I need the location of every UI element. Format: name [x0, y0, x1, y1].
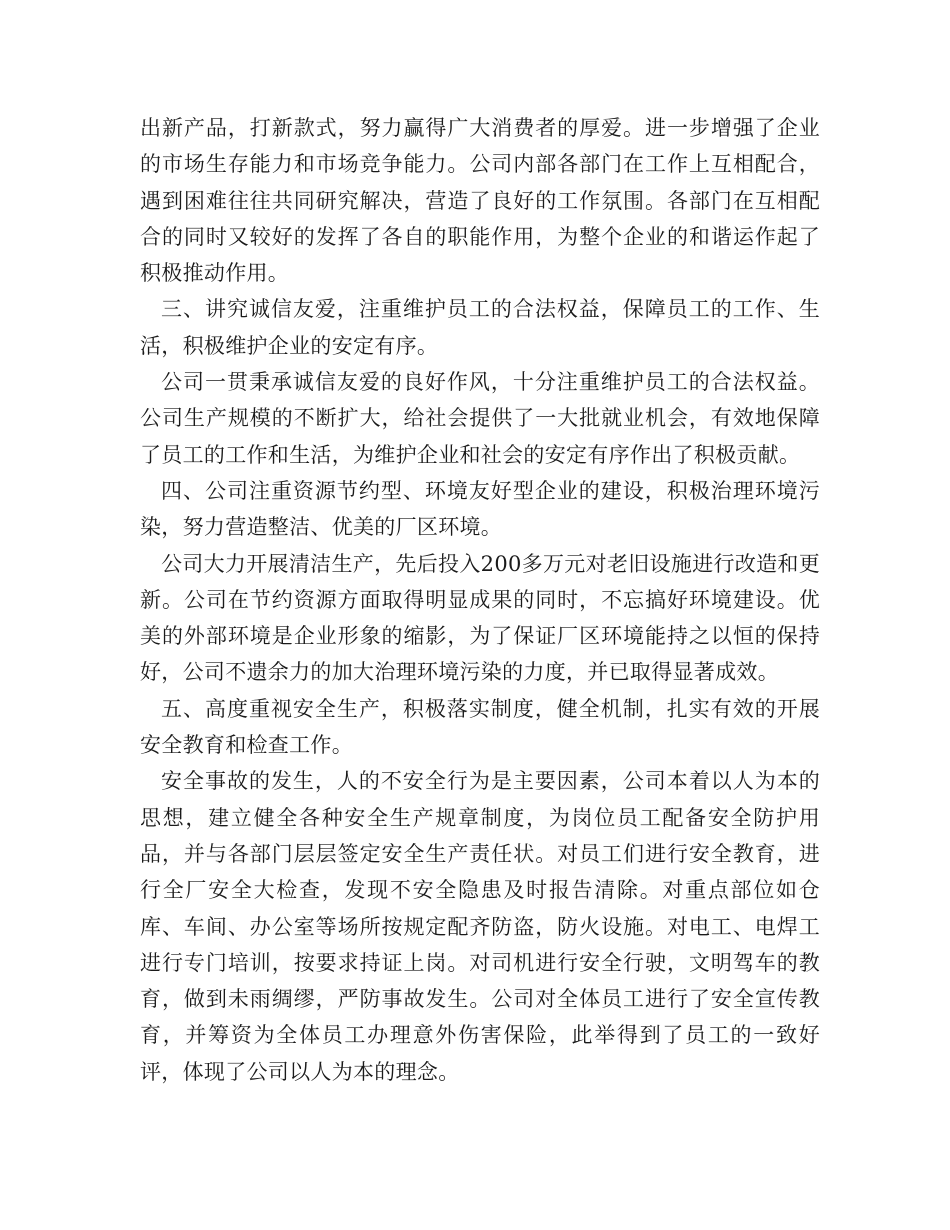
paragraph-integrity: 公司一贯秉承诚信友爱的良好作风，十分注重维护员工的合法权益。公司生产规模的不断扩大，给社会提供了一大批就业机会，有效地保障了员工的工作和生活，为维护企业和社会的安定有序作出了积极贡献。 — [140, 370, 820, 467]
section-heading-four: 四、公司注重资源节约型、环境友好型企业的建设，积极治理环境污染，努力营造整洁、优美的厂区环境。 — [140, 478, 820, 540]
paragraph-environment: 公司大力开展清洁生产，先后投入200多万元对老旧设施进行改造和更新。公司在节约资源方面取得明显成果的同时，不忘搞好环境建设。优美的外部环境是企业形象的缩影，为了保证厂区环境能持之以恒的保持好，公司不遗余力的加大治理环境污染的力度，并已取得显著成效。 — [140, 551, 820, 685]
paragraph-continuation: 出新产品，打新款式，努力赢得广大消费者的厚爱。进一步增强了企业的市场生存能力和市场竞争能力。公司内部各部门在工作上互相配合，遇到困难往往共同研究解决，营造了良好的工作氛围。各部门在互相配合的同时又较好的发挥了各自的职能作用，为整个企业的和谐运作起了积极推动作用。 — [140, 116, 820, 286]
section-heading-five: 五、高度重视安全生产，积极落实制度，健全机制，扎实有效的开展安全教育和检查工作。 — [140, 696, 820, 758]
section-heading-three: 三、讲究诚信友爱，注重维护员工的合法权益，保障员工的工作、生活，积极维护企业的安定有序。 — [140, 297, 820, 358]
paragraph-safety: 安全事故的发生，人的不安全行为是主要因素，公司本着以人为本的思想，建立健全各种安全生产规章制度，为岗位员工配备安全防护用品，并与各部门层层签定安全生产责任状。对员工们进行安全教育，进行全厂安全大检查，发现不安全隐患及时报告清除。对重点部位如仓库、车间、办公室等场所按规定配齐防盗，防火设施。对电工、电焊工进行专门培训，按要求持证上岗。对司机进行安全行驶，文明驾车的教育，做到未雨绸缪，严防事故发生。公司对全体员工进行了安全宣传教育，并筹资为全体员工办理意外伤害保险，此举得到了员工的一致好评，体现了公司以人为本的理念。 — [140, 769, 820, 1084]
document-body — [140, 110, 820, 1090]
